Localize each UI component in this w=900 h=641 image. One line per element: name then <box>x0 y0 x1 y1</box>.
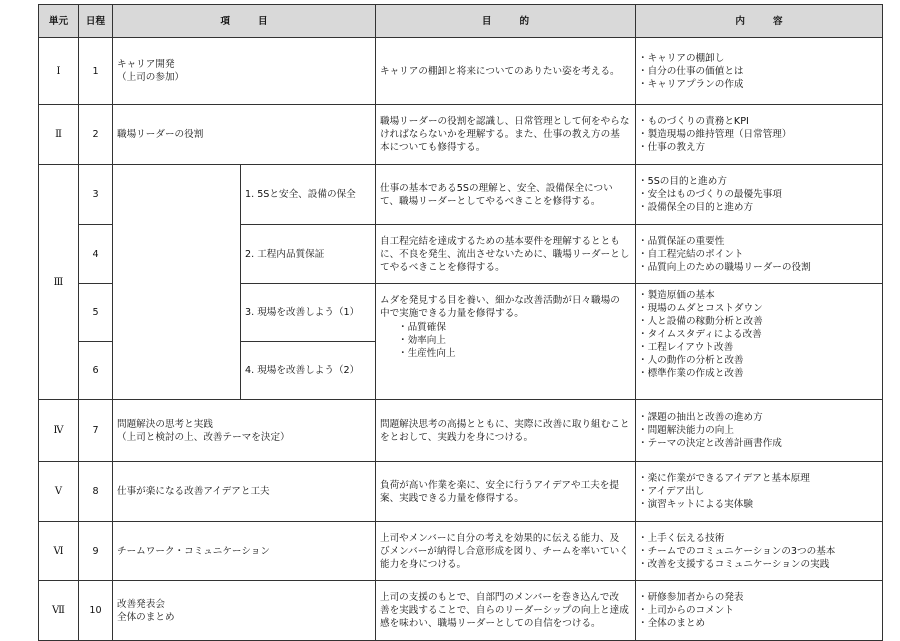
purpose-cell: ムダを発見する目を養い、細かな改善活動が日々職場の 中で実施できる力量を修得する。 ・ 品質確保 ・ 効率向上 ・ 生産性向上 <box>376 284 636 400</box>
item-cell: 改善発表会 全体のまとめ <box>113 581 376 641</box>
list-item: ・ 現場のムダとコストダウン <box>640 302 878 315</box>
content-cell <box>636 581 883 641</box>
item-cell: キャリア開発 （上司の参加） <box>113 38 376 105</box>
subitem-cell: 3. 現場を改善しよう（1） <box>241 284 376 342</box>
table-row <box>39 38 883 105</box>
list-item: ・ タイムスタディによる改善 <box>640 328 878 341</box>
unit-cell: Ⅱ <box>39 105 79 165</box>
day-cell: 9 <box>79 522 113 581</box>
content-cell <box>636 522 883 581</box>
list-item: ・ 設備保全の目的と進め方 <box>640 201 878 214</box>
content-cell <box>636 38 883 105</box>
list-item: ・ 人と設備の稼動分析と改善 <box>640 315 878 328</box>
unit-cell: Ⅴ <box>39 462 79 522</box>
curriculum-table <box>38 4 883 641</box>
list-item: ・ チームでのコミュニケーションの3つの基本 <box>640 545 878 558</box>
list-item: ・ 効率向上 <box>398 334 631 347</box>
list-item: ・ 上手く伝える技術 <box>640 532 878 545</box>
day-cell: 8 <box>79 462 113 522</box>
header-item: 項 目 <box>113 5 376 38</box>
table-row <box>39 400 883 462</box>
curriculum-table-wrapper <box>38 4 882 641</box>
list-item: ・ 仕事の教え方 <box>640 141 878 154</box>
item-cell: 仕事が楽になる改善アイデアと工夫 <box>113 462 376 522</box>
day-cell: 3 <box>79 165 113 225</box>
header-row <box>39 5 883 38</box>
unit-cell: Ⅲ <box>39 165 79 400</box>
subitem-cell: 4. 現場を改善しよう（2） <box>241 342 376 400</box>
content-cell <box>636 105 883 165</box>
item-cell: チームワーク・コミュニケーション <box>113 522 376 581</box>
day-cell: 2 <box>79 105 113 165</box>
content-cell <box>636 462 883 522</box>
day-cell: 5 <box>79 284 113 342</box>
unit-cell: Ⅰ <box>39 38 79 105</box>
list-item: ・ 工程レイアウト改善 <box>640 341 878 354</box>
header-content: 内 容 <box>636 5 883 38</box>
day-cell: 6 <box>79 342 113 400</box>
content-cell <box>636 165 883 225</box>
day-cell: 1 <box>79 38 113 105</box>
unit-cell: Ⅵ <box>39 522 79 581</box>
list-item: ・ 5Sの目的と進め方 <box>640 175 878 188</box>
list-item: ・ 標準作業の作成と改善 <box>640 367 878 380</box>
list-item: ・ 研修参加者からの発表 <box>640 591 878 604</box>
item-cell: 職場リーダーの役割 <box>113 105 376 165</box>
content-cell <box>636 284 883 400</box>
list-item: ・ 改善を支援するコミュニケーションの実践 <box>640 558 878 571</box>
item-cell: 問題解決の思考と実践 （上司と検討の上、改善テーマを決定） <box>113 400 376 462</box>
list-item: ・ 品質保証の重要性 <box>640 235 878 248</box>
table-row <box>39 165 883 225</box>
unit-cell: Ⅶ <box>39 581 79 641</box>
list-item: ・ 楽に作業ができるアイデアと基本原理 <box>640 472 878 485</box>
list-item: ・ アイデア出し <box>640 485 878 498</box>
table-row <box>39 105 883 165</box>
purpose-cell: 仕事の基本である5Sの理解と、安全、設備保全につい て、職場リーダーとしてやるべきことを修得する。 <box>376 165 636 225</box>
list-item: ・ ものづくりの責務とKPI <box>640 115 878 128</box>
subitem-cell: 1. 5Sと安全、設備の保全 <box>241 165 376 225</box>
day-cell: 10 <box>79 581 113 641</box>
content-cell <box>636 225 883 284</box>
list-item: ・ 生産性向上 <box>398 347 631 360</box>
purpose-cell: 自工程完結を達成するための基本要件を理解するととも に、不良を発生、流出させないために、職場リーダーとし てやるべきことを修得する。 <box>376 225 636 284</box>
purpose-cell: 負荷が高い作業を楽に、安全に行うアイデアや工夫を提 案、実践できる力量を修得する。 <box>376 462 636 522</box>
list-item: ・ 全体のまとめ <box>640 617 878 630</box>
header-unit: 単元 <box>39 5 79 38</box>
list-item: ・ 品質確保 <box>398 321 631 334</box>
list-item: ・ 問題解決能力の向上 <box>640 424 878 437</box>
list-item: ・ 自工程完結のポイント <box>640 248 878 261</box>
list-item: ・ キャリアの棚卸し <box>640 52 878 65</box>
list-item: ・ 人の動作の分析と改善 <box>640 354 878 367</box>
list-item: ・ 安全はものづくりの最優先事項 <box>640 188 878 201</box>
header-day: 日程 <box>79 5 113 38</box>
purpose-cell: 問題解決思考の高揚とともに、実際に改善に取り組むこと をとおして、実践力を身につける。 <box>376 400 636 462</box>
header-purpose: 目 的 <box>376 5 636 38</box>
content-cell <box>636 400 883 462</box>
table-row <box>39 522 883 581</box>
list-item: ・ 自分の仕事の価値とは <box>640 65 878 78</box>
day-cell: 7 <box>79 400 113 462</box>
list-item: ・ 品質向上のための職場リーダーの役割 <box>640 261 878 274</box>
unit-cell: Ⅳ <box>39 400 79 462</box>
day-cell: 4 <box>79 225 113 284</box>
list-item: ・ キャリアプランの作成 <box>640 78 878 91</box>
list-item: ・ 演習キットによる実体験 <box>640 498 878 511</box>
subitem-cell: 2. 工程内品質保証 <box>241 225 376 284</box>
list-item: ・ 製造現場の維持管理（日常管理） <box>640 128 878 141</box>
purpose-cell: 職場リーダーの役割を認識し、日常管理として何をやらな ければならないかを理解する。また、仕事の教え方の基 本についても修得する。 <box>376 105 636 165</box>
table-row <box>39 462 883 522</box>
purpose-cell: 上司の支援のもとで、自部門のメンバーを巻き込んで改 善を実践することで、自らのリーダーシップの向上と達成 感を味わい、職場リーダーとしての自信をつける。 <box>376 581 636 641</box>
list-item: ・ テーマの決定と改善計画書作成 <box>640 437 878 450</box>
purpose-cell: 上司やメンバーに自分の考えを効果的に伝える能力、及 びメンバーが納得し合意形成を図り、チームを率いていく 能力を身につける。 <box>376 522 636 581</box>
table-row <box>39 581 883 641</box>
purpose-cell: キャリアの棚卸と将来についてのありたい姿を考える。 <box>376 38 636 105</box>
list-item: ・ 製造原価の基本 <box>640 289 878 302</box>
item-cell <box>113 165 241 400</box>
list-item: ・ 上司からのコメント <box>640 604 878 617</box>
list-item: ・ 課題の抽出と改善の進め方 <box>640 411 878 424</box>
